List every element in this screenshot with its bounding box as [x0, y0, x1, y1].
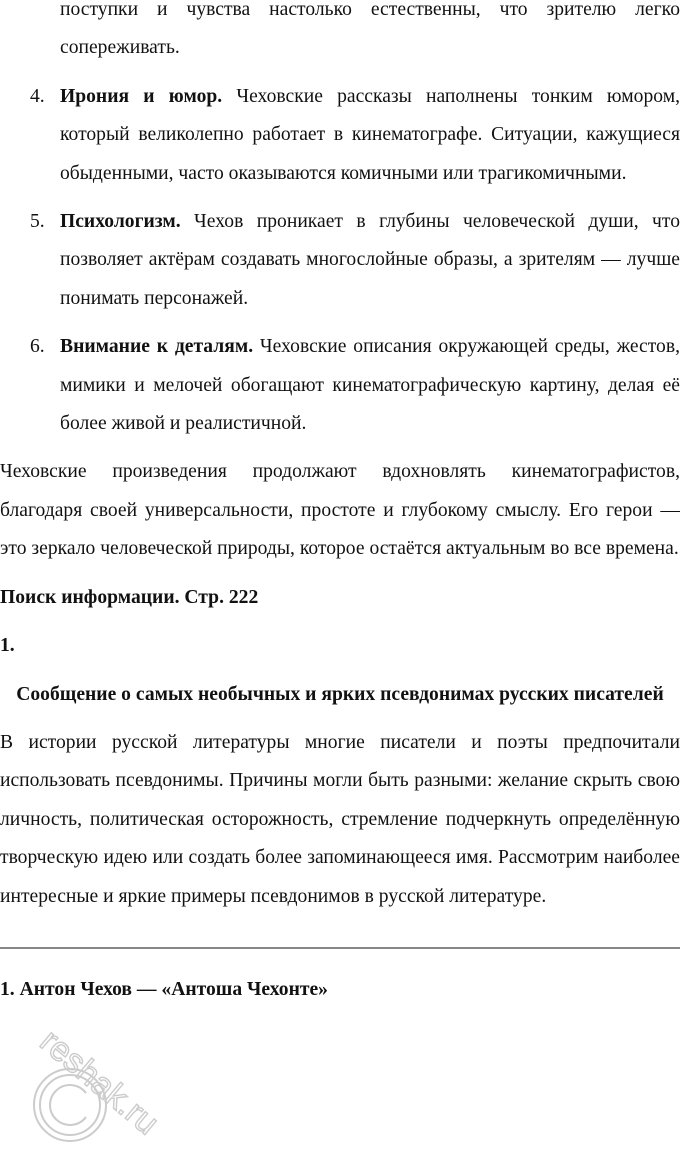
report-title: Сообщение о самых необычных и ярких псевдонимах русских писателей [16, 683, 664, 705]
svg-text:reshak.ru: reshak.ru [32, 1022, 166, 1143]
item-text: Чеховские рассказы наполнены тонким юмором, который великолепно работает в кинематографе. Ситуации, кажущиеся обыденными, часто оказываются комичными или трагикомичными. [60, 85, 680, 184]
item-term: Внимание к деталям. [60, 336, 254, 358]
item-term: Ирония и юмор. [60, 85, 223, 107]
list-item-5 [0, 203, 680, 318]
intro-paragraph: В истории русской литературы многие писатели и поэты предпочитали использовать псевдонимы. Причины могли быть разными: желание скрыть свою личность, политическая осторожность, стремление подчеркнуть определённую творческую идею или создать более запоминающееся имя. Рассмотрим наиболее интересные и яркие примеры псевдонимов в русской литературе. [0, 731, 680, 907]
subheading: 1. Антон Чехов — «Антоша Чехонте» [0, 978, 328, 1000]
continued-text: поступки и чувства настолько естественны, что зрителю легко сопереживать. [60, 0, 680, 59]
item-text: Чеховские описания окружающей среды, жестов, мимики и мелочей обогащают кинематографическую картину, делая её более живой и реалистичной. [60, 336, 680, 435]
list-number: 5. [30, 211, 45, 233]
list-number: 4. [30, 85, 45, 107]
list-item-4 [0, 78, 680, 193]
task-number: 1. [0, 635, 15, 657]
divider [0, 947, 680, 949]
section-title: Поиск информации. Стр. 222 [0, 586, 259, 608]
watermark-logo [8, 1005, 168, 1155]
list-number: 6. [30, 336, 45, 358]
item-text: Чехов проникает в глубины человеческой души, что позволяет актёрам создавать многослойные образы, а зрителям — лучше понимать персонажей. [60, 211, 680, 309]
conclusion-paragraph: Чеховские произведения продолжают вдохновлять кинематографистов, благодаря своей универсальности, простоте и глубокому смыслу. Его герои — это зеркало человеческой природы, которое остаётся актуальным во все времена. [0, 461, 680, 560]
item-term: Психологизм. [60, 211, 181, 233]
list-item-6 [0, 328, 680, 443]
